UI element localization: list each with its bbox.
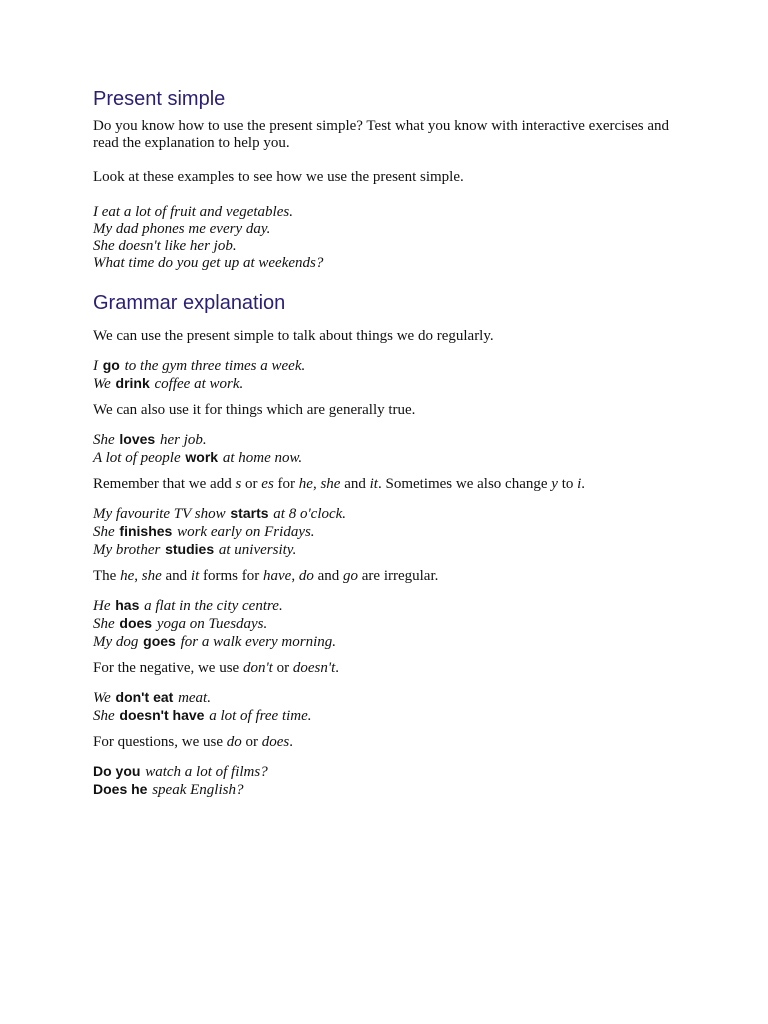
rule-paragraph xyxy=(93,476,693,493)
example-text: speak English? xyxy=(152,782,244,798)
example-text: A lot of people xyxy=(93,450,181,466)
example-group xyxy=(93,689,693,725)
example-sentence xyxy=(93,707,693,725)
example-text: My favourite TV show xyxy=(93,506,226,522)
rule-text: or xyxy=(241,734,262,750)
example-text: coffee at work. xyxy=(154,376,244,392)
example-group xyxy=(93,597,693,651)
rule-text: , xyxy=(134,568,142,584)
example-text: work early on Fridays. xyxy=(177,524,315,540)
rule-text: For the negative, we use xyxy=(93,660,243,676)
rule-italic-term: go xyxy=(343,568,359,584)
rule-text: and xyxy=(340,476,370,492)
rule-text: and xyxy=(161,568,191,584)
rule-italic-term: doesn't xyxy=(292,660,336,676)
rule-text: We can also use it for things which are generally true. xyxy=(93,402,416,418)
rule-text: and xyxy=(313,568,344,584)
rule-text: forms for xyxy=(199,568,264,584)
rule-italic-term: it xyxy=(190,568,200,584)
document-content xyxy=(93,86,693,799)
example-verb: don't eat xyxy=(115,689,174,705)
example-text: to the gym three times a week. xyxy=(124,358,306,374)
rule-italic-term: i xyxy=(577,476,582,492)
example-verb: does xyxy=(119,615,153,631)
rule-paragraph xyxy=(93,660,693,677)
example-sentence xyxy=(93,597,693,615)
example-text: watch a lot of films? xyxy=(145,764,268,780)
example-group xyxy=(93,357,693,393)
example-verb: drink xyxy=(115,375,150,391)
rule-text: Remember that we add xyxy=(93,476,236,492)
rule-paragraph xyxy=(93,734,693,751)
rule-italic-term: he xyxy=(120,568,135,584)
rule-italic-term: do xyxy=(226,734,242,750)
example-text: My brother xyxy=(93,542,161,558)
example-verb: go xyxy=(102,357,120,373)
intro-example: She doesn't like her job. xyxy=(93,238,237,254)
rule-paragraph xyxy=(93,328,693,345)
rule-italic-term: es xyxy=(261,476,274,492)
rule-italic-term: does xyxy=(261,734,290,750)
example-verb: finishes xyxy=(119,523,173,539)
rule-text: . xyxy=(289,734,293,750)
example-sentence xyxy=(93,523,693,541)
rule-text: The xyxy=(93,568,121,584)
rule-text: or xyxy=(272,660,293,676)
example-verb: goes xyxy=(143,633,176,649)
example-text: We xyxy=(93,376,111,392)
intro-example: I eat a lot of fruit and vegetables. xyxy=(93,204,293,220)
example-text: meat. xyxy=(178,690,211,706)
rule-text: , xyxy=(291,568,299,584)
example-sentence xyxy=(93,763,693,781)
rule-paragraph xyxy=(93,568,693,585)
example-text: at home now. xyxy=(222,450,303,466)
rule-italic-term: she xyxy=(141,568,162,584)
rule-italic-term: have xyxy=(263,568,292,584)
rule-text: for xyxy=(273,476,299,492)
example-group xyxy=(93,431,693,467)
grammar-sections xyxy=(93,328,693,799)
intro-examples xyxy=(93,204,693,272)
rule-text: . xyxy=(335,660,339,676)
example-verb: Does he xyxy=(93,781,148,797)
rule-italic-term: don't xyxy=(242,660,273,676)
example-text: her job. xyxy=(159,432,207,448)
rule-italic-term: y xyxy=(551,476,558,492)
rule-italic-term: he xyxy=(298,476,313,492)
page-title: Present simple xyxy=(93,88,226,110)
example-verb: loves xyxy=(119,431,156,447)
example-text: We xyxy=(93,690,111,706)
rule-italic-term: do xyxy=(298,568,314,584)
example-verb: work xyxy=(185,449,219,465)
example-verb: starts xyxy=(230,505,269,521)
example-text: My dog xyxy=(93,634,139,650)
intro-example: What time do you get up at weekends? xyxy=(93,255,324,271)
example-sentence xyxy=(93,375,693,393)
example-sentence xyxy=(93,449,693,467)
example-text: She xyxy=(93,524,115,540)
example-text: I xyxy=(93,358,98,374)
rule-text: We can use the present simple to talk about things we do regularly. xyxy=(93,328,494,344)
example-group xyxy=(93,505,693,559)
example-sentence xyxy=(93,781,693,799)
example-sentence xyxy=(93,689,693,707)
rule-text: . xyxy=(581,476,586,492)
example-text: at university. xyxy=(218,542,297,558)
intro-paragraph: Do you know how to use the present simple? Test what you know with interactive exercises and read the explanation to help you. xyxy=(93,118,670,151)
example-sentence xyxy=(93,505,693,523)
example-text: for a walk every morning. xyxy=(180,634,336,650)
example-text: She xyxy=(93,708,115,724)
example-group xyxy=(93,763,693,799)
intro-example: My dad phones me every day. xyxy=(93,221,271,237)
example-text: a flat in the city centre. xyxy=(144,598,283,614)
rule-italic-term: it xyxy=(369,476,378,492)
example-sentence xyxy=(93,633,693,651)
rule-paragraph xyxy=(93,402,693,419)
example-sentence xyxy=(93,541,693,559)
example-verb: has xyxy=(115,597,140,613)
rule-italic-term: she xyxy=(320,476,341,492)
rule-text: or xyxy=(241,476,262,492)
example-text: He xyxy=(93,598,111,614)
example-sentence xyxy=(93,357,693,375)
example-text: She xyxy=(93,432,115,448)
examples-intro-paragraph: Look at these examples to see how we use the present simple. xyxy=(93,169,464,185)
rule-text: to xyxy=(557,476,578,492)
rule-italic-term: s xyxy=(235,476,242,492)
rule-text: . Sometimes we also change xyxy=(377,476,552,492)
section-heading: Grammar explanation xyxy=(93,292,286,314)
example-text: at 8 o'clock. xyxy=(273,506,347,522)
example-text: yoga on Tuesdays. xyxy=(156,616,268,632)
rule-text: For questions, we use xyxy=(93,734,227,750)
example-sentence xyxy=(93,431,693,449)
rule-text: are irregular. xyxy=(358,568,439,584)
rule-text: , xyxy=(312,476,321,492)
example-verb: Do you xyxy=(93,763,141,779)
example-text: She xyxy=(93,616,115,632)
example-verb: studies xyxy=(165,541,215,557)
example-sentence xyxy=(93,615,693,633)
example-text: a lot of free time. xyxy=(209,708,312,724)
example-verb: doesn't have xyxy=(119,707,205,723)
